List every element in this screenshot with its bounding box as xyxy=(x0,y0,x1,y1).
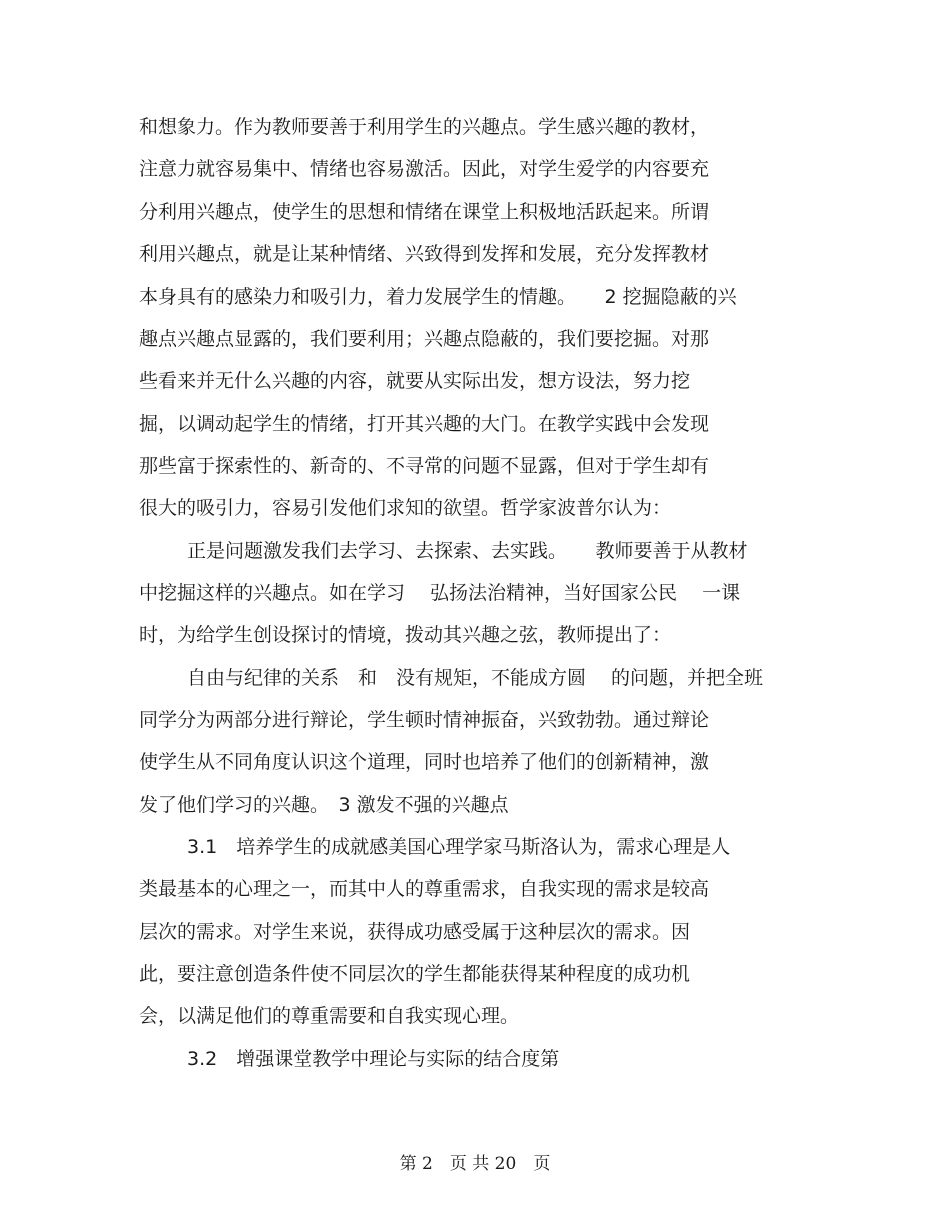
text-line: 层次的需求。对学生来说，获得成功感受属于这种层次的需求。因 xyxy=(139,921,691,943)
text-line: 时，为给学生创设探讨的情境，拨动其兴趣之弦，教师提出了： xyxy=(139,624,672,646)
text-line: 很大的吸引力，容易引发他们求知的欲望。哲学家波普尔认为： xyxy=(139,497,672,519)
text-line: 掘，以调动起学生的情绪，打开其兴趣的大门。在教学实践中会发现 xyxy=(139,413,710,435)
text-line: 注意力就容易集中、情绪也容易激活。因此，对学生爱学的内容要充 xyxy=(139,158,710,180)
text-line: 3.1 培养学生的成就感美国心理学家马斯洛认为，需求心理是人 xyxy=(187,836,731,858)
text-line: 同学分为两部分进行辩论，学生顿时情神振奋，兴致勃勃。通过辩论 xyxy=(139,709,710,731)
text-line: 3.2 增强课堂教学中理论与实际的结合度第 xyxy=(187,1048,560,1070)
text-line: 趣点兴趣点显露的，我们要利用；兴趣点隐蔽的，我们要挖掘。对那 xyxy=(139,328,710,350)
text-line: 自由与纪律的关系 和 没有规矩，不能成方圆 的问题，并把全班 xyxy=(187,667,764,689)
text-line: 类最基本的心理之一，而其中人的尊重需求，自我实现的需求是较高 xyxy=(139,878,710,900)
text-line: 些看来并无什么兴趣的内容，就要从实际出发，想方设法，努力挖 xyxy=(139,370,691,392)
text-line: 此，要注意创造条件使不同层次的学生都能获得某种程度的成功机 xyxy=(139,963,691,985)
text-line: 分利用兴趣点，使学生的思想和情绪在课堂上积极地活跃起来。所谓 xyxy=(139,201,710,223)
text-line: 会，以满足他们的尊重需要和自我实现心理。 xyxy=(139,1005,520,1027)
text-line: 本身具有的感染力和吸引力，着力发展学生的情趣。 2 挖掘隐蔽的兴 xyxy=(139,286,737,308)
page-number: 第 2 页 共 20 页 xyxy=(399,1154,551,1174)
text-line: 利用兴趣点，就是让某种情绪、兴致得到发挥和发展，充分发挥教材 xyxy=(139,243,710,265)
text-line: 中挖掘这样的兴趣点。如在学习 弘扬法治精神，当好国家公民 一课 xyxy=(139,582,741,604)
text-line: 使学生从不同角度认识这个道理，同时也培养了他们的创新精神，激 xyxy=(139,751,710,773)
text-line: 和想象力。作为教师要善于利用学生的兴趣点。学生感兴趣的教材， xyxy=(139,116,710,138)
text-line: 发了他们学习的兴趣。 3 激发不强的兴趣点 xyxy=(139,794,509,816)
text-line: 正是问题激发我们去学习、去探索、去实践。 教师要善于从教材 xyxy=(187,540,748,562)
text-line: 那些富于探索性的、新奇的、不寻常的问题不显露，但对于学生却有 xyxy=(139,455,710,477)
